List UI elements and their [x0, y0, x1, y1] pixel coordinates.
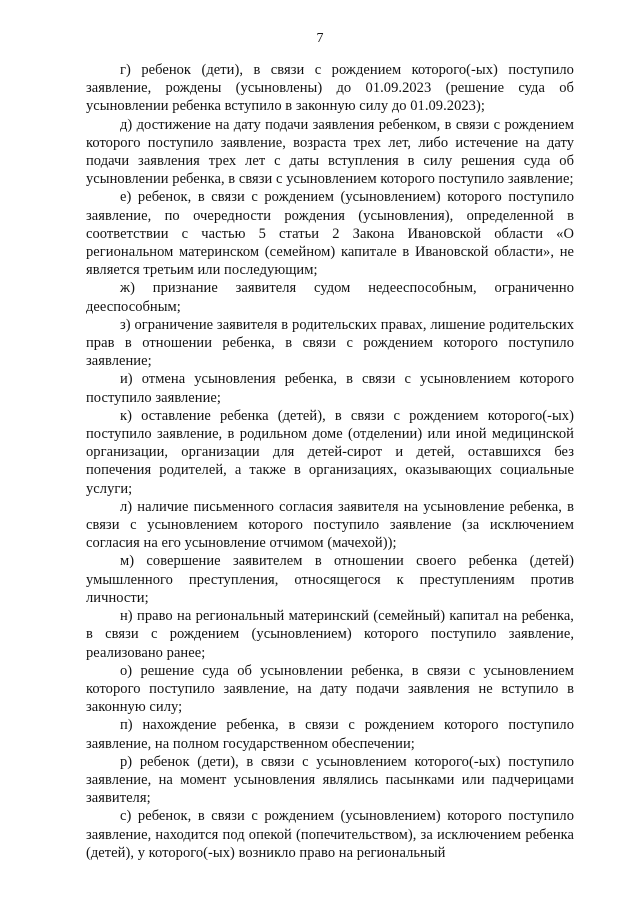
paragraph-s: с) ребенок, в связи с рождением (усыновлением) которого поступило заявление, находится под опекой (попечительством), за исключением ребенка (детей), у которого(-ых) возникло право на региональный	[86, 808, 574, 861]
paragraph-z: з) ограничение заявителя в родительских правах, лишение родительских прав в отношении ребенка, в связи с рождением которого поступило заявление;	[86, 316, 574, 370]
paragraph-n: н) право на региональный материнский (семейный) капитал на ребенка, в связи с рождением (усыновлением) которого поступило заявление, реализовано ранее;	[86, 608, 574, 661]
paragraph-g: г) ребенок (дети), в связи с рождением которого(-ых) поступило заявление, рождены (усыновлены) до 01.09.2023 (решение суда об усыновлении ребенка вступило в законную силу до 01.09.2023);	[86, 62, 574, 115]
paragraph-m: м) совершение заявителем в отношении своего ребенка (детей) умышленного преступления, относящегося к преступлениям против личности;	[86, 553, 574, 606]
paragraph-zh: ж) признание заявителя судом недееспособным, ограниченно дееспособным;	[86, 280, 574, 315]
paragraph-d: д) достижение на дату подачи заявления ребенком, в связи с рождением которого поступило заявление, возраста трех лет, либо истечение на дату подачи заявления трех лет с даты вступления в силу решения суда об усыновлении ребенка, в связи с усыновлением которого поступило заявление;	[86, 116, 574, 188]
paragraph-o: о) решение суда об усыновлении ребенка, в связи с усыновлением которого поступило заявление, на дату подачи заявления не вступило в законную силу;	[86, 662, 574, 716]
page-number: 7	[316, 31, 324, 46]
document-body	[86, 61, 574, 862]
paragraph-e: е) ребенок, в связи с рождением (усыновлением) которого поступило заявление, по очередности рождения (усыновления), определенной в соответствии с частью 5 статьи 2 Закона Ивановской области «О региональном материнском (семейном) капитале в Ивановской области», не является третьим или последующим;	[86, 189, 574, 279]
paragraph-i: и) отмена усыновления ребенка, в связи с усыновлением которого поступило заявление;	[86, 371, 574, 406]
paragraph-p: п) нахождение ребенка, в связи с рождением которого поступило заявление, на полном государственном обеспечении;	[86, 717, 574, 752]
paragraph-k: к) оставление ребенка (детей), в связи с рождением которого(-ых) поступило заявление, в родильном доме (отделении) или иной медицинской организации, организации для детей-сирот и детей, оставшихся без попечения родителей, а также в организациях, оказывающих социальные услуги;	[86, 407, 574, 497]
paragraph-r: р) ребенок (дети), в связи с усыновлением которого(-ых) поступило заявление, на момент усыновления являлись пасынками или падчерицами заявителя;	[86, 753, 574, 807]
paragraph-l: л) наличие письменного согласия заявителя на усыновление ребенка, в связи с усыновлением которого поступило заявление (за исключением согласия на его усыновление отчимом (мачехой));	[86, 498, 574, 552]
